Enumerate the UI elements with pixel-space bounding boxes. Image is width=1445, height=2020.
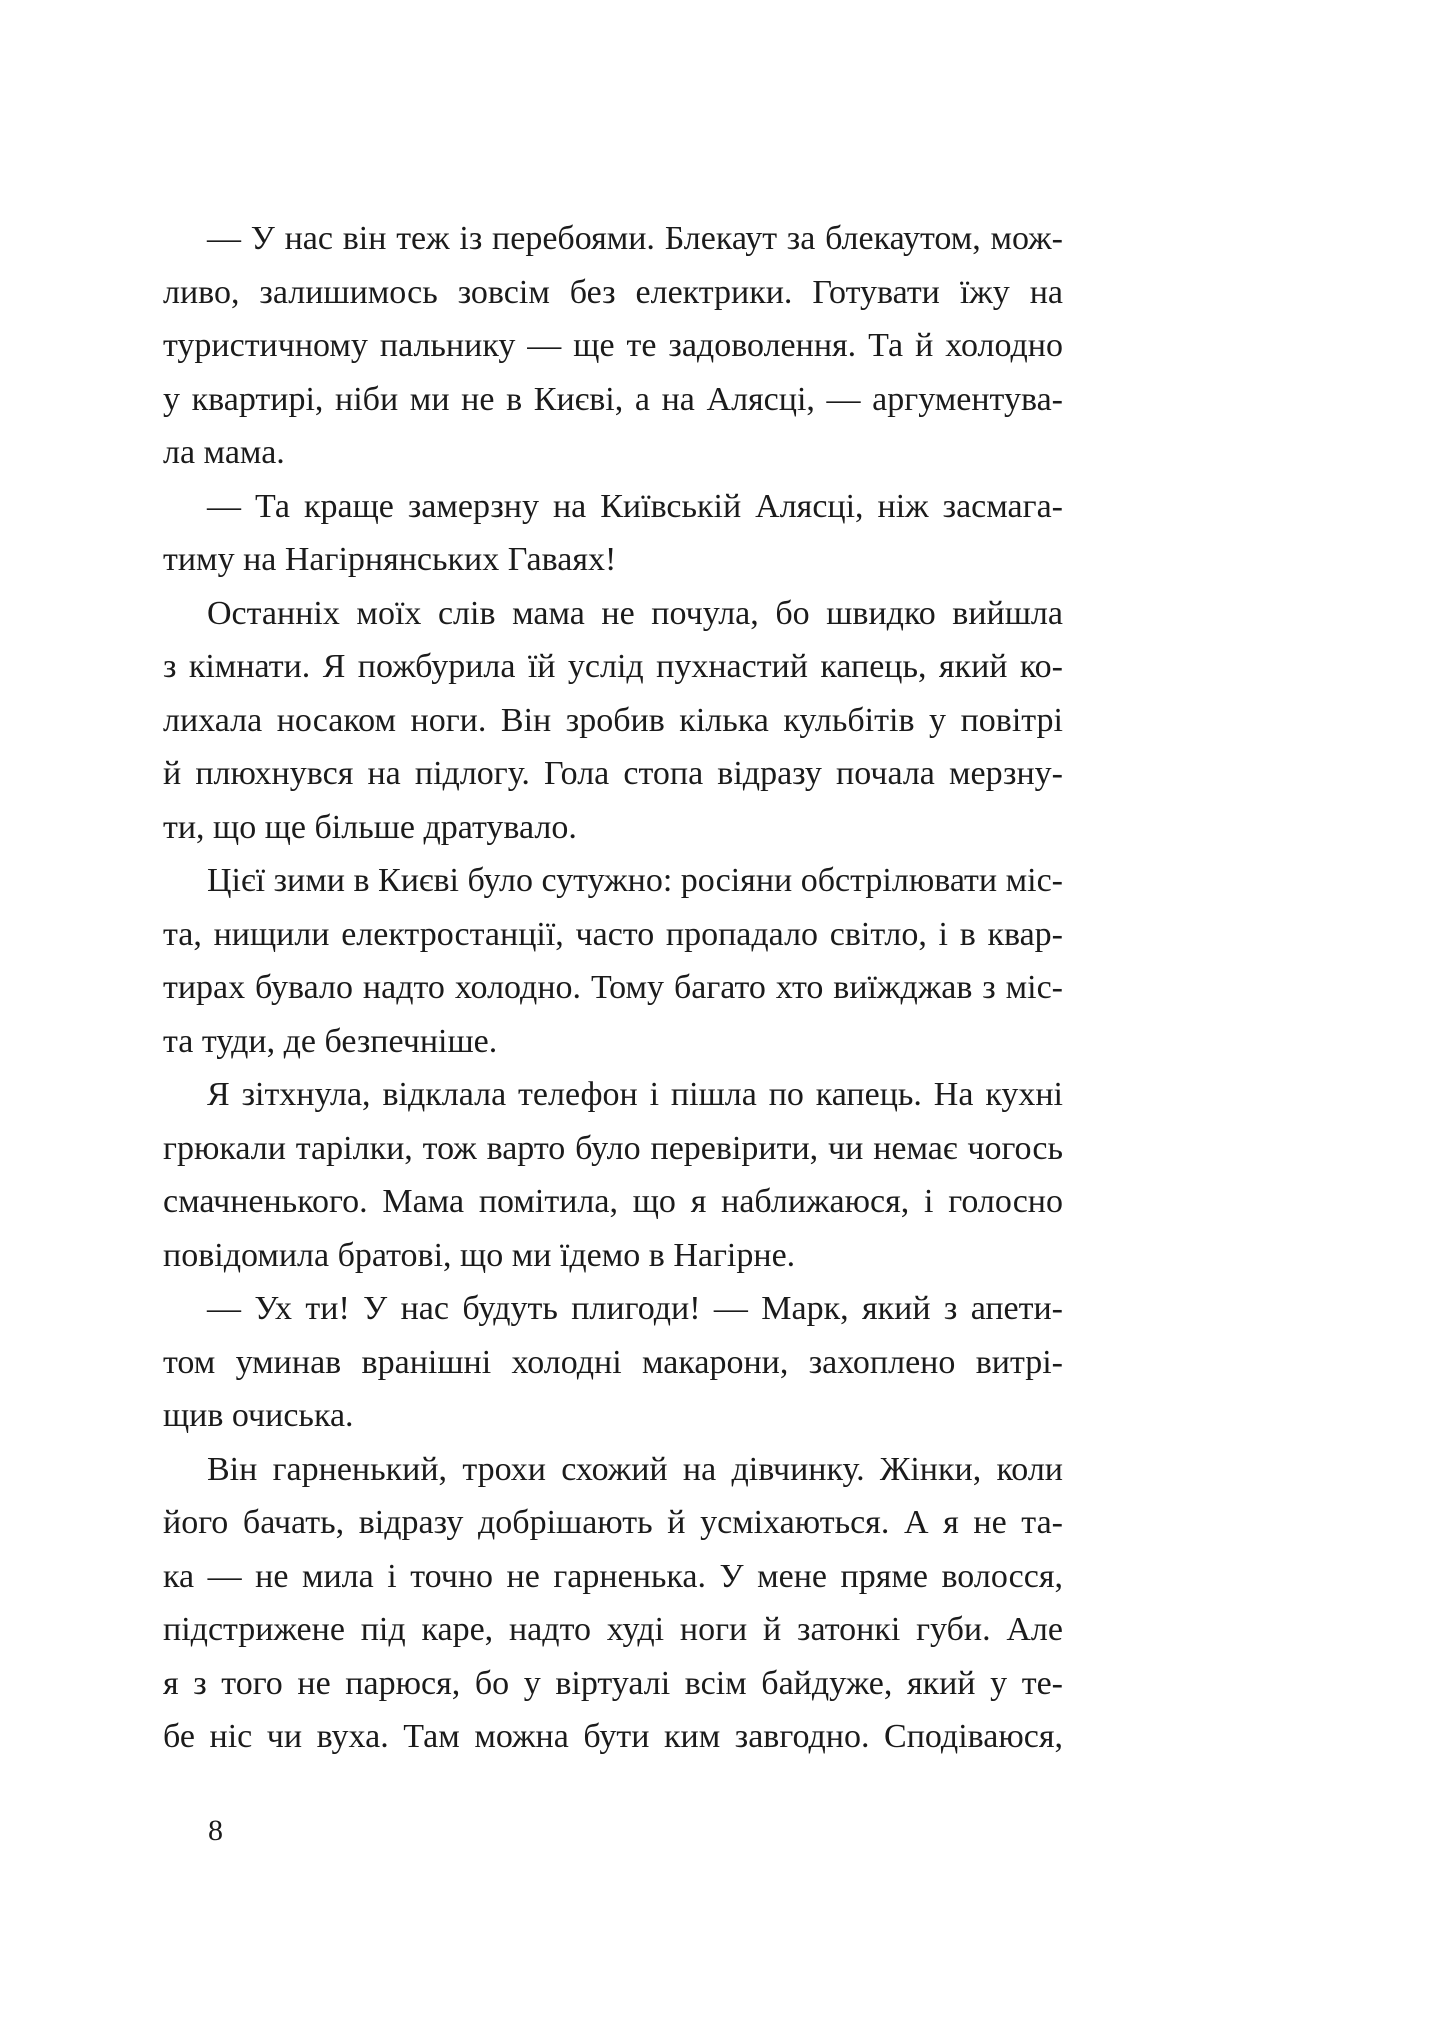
text-line: Останніх моїх слів мама не почула, бо швидко вийшла (207, 594, 1063, 632)
text-line: його бачать, відразу добрішають й усміхаються. А я не та- (163, 1504, 1063, 1541)
paragraph (163, 212, 1063, 480)
paragraph (163, 1068, 1063, 1282)
text-line: ливо, залишимось зовсім без електрики. Готувати їжу на (163, 273, 1063, 311)
text-line: лихала носаком ноги. Він зробив кілька кульбітів у повітрі (163, 701, 1063, 739)
text-line: грюкали тарілки, тож варто було перевірити, чи немає чогось (163, 1129, 1063, 1167)
paragraph (163, 1443, 1063, 1764)
text-line: Я зітхнула, відклала телефон і пішла по капець. На кухні (207, 1076, 1063, 1113)
text-line: — Та краще замерзну на Київській Алясці, ніж засмага- (207, 487, 1063, 525)
paragraph (163, 854, 1063, 1068)
text-line: та, нищили електростанції, часто пропадало світло, і в квар- (163, 915, 1063, 953)
paragraph (163, 480, 1063, 587)
text-line: тиму на Нагірнянських Гаваях! (163, 541, 617, 578)
text-line: — У нас він теж із перебоями. Блекаут за блекаутом, мож- (207, 220, 1063, 257)
text-line: смачненького. Мама помітила, що я наближаюся, і голосно (163, 1183, 1063, 1220)
text-line: я з того не парюся, бо у віртуалі всім байдуже, який у те- (163, 1664, 1063, 1702)
text-line: ти, що ще більше дратувало. (163, 808, 577, 846)
text-line: Він гарненький, трохи схожий на дівчинку. Жінки, коли (207, 1450, 1063, 1488)
page-number: 8 (208, 1814, 223, 1847)
paragraph (163, 1282, 1063, 1443)
text-line: том уминав вранішні холодні макарони, захоплено витрі- (163, 1343, 1063, 1381)
text-line: підстрижене під каре, надто худі ноги й затонкі губи. Але (163, 1611, 1063, 1648)
text-line: повідомила братові, що ми їдемо в Нагірне. (163, 1236, 796, 1274)
text-line: у квартирі, ніби ми не в Києві, а на Алясці, — аргументува- (163, 380, 1063, 418)
text-line: — Ух ти! У нас будуть плигоди! — Марк, який з апети- (207, 1290, 1063, 1327)
paragraph (163, 587, 1063, 855)
text-line: ла мама. (163, 434, 285, 471)
text-line: бе ніс чи вуха. Там можна бути ким завгодно. Сподіваюся, (163, 1718, 1063, 1755)
text-line: й плюхнувся на підлогу. Гола стопа відразу почала мерзну- (163, 755, 1063, 792)
text-line: туристичному пальнику — ще те задоволення. Та й холодно (163, 327, 1063, 364)
text-line: щив очиська. (163, 1397, 354, 1434)
text-line: Цієї зими в Києві було сутужно: росіяни обстрілювати міс- (207, 862, 1063, 899)
body-text (163, 212, 1063, 1764)
text-line: тирах бувало надто холодно. Тому багато хто виїжджав з міс- (163, 969, 1063, 1006)
text-line: та туди, де безпечніше. (163, 1022, 498, 1060)
text-line: ка — не мила і точно не гарненька. У мене пряме волосся, (163, 1557, 1063, 1595)
text-line: з кімнати. Я пожбурила їй услід пухнастий капець, який ко- (163, 648, 1063, 685)
